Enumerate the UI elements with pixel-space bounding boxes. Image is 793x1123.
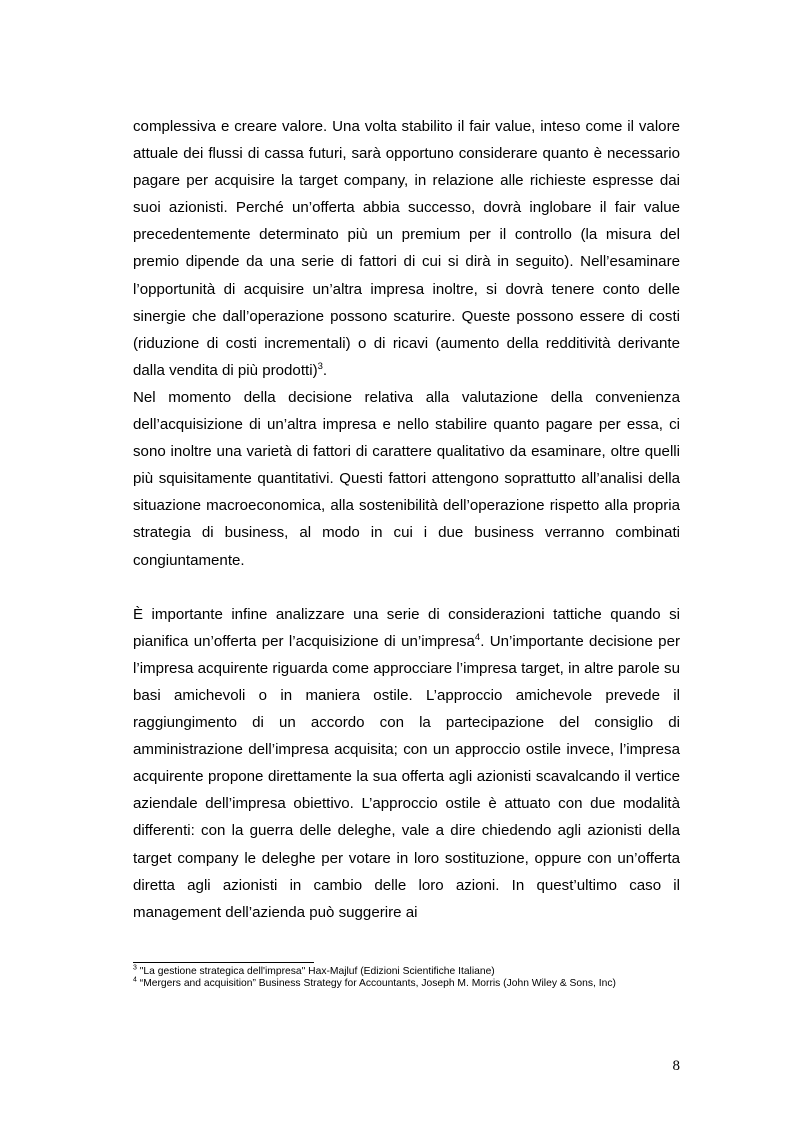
paragraph-2 (133, 384, 680, 574)
footnote-4 (133, 978, 680, 990)
paragraph-3-tail: . Un’importante decisione per l’impresa acquirente riguarda come approcciare l’impresa target, in altre parole su basi amichevoli o in maniera ostile. L’approccio amichevole prevede il raggiungimento di un accordo con la partecipazione del consiglio di amministrazione dell’impresa acquisita; con un approccio ostile invece, l’impresa acquirente propone direttamente la sua offerta agli azionisti scavalcando il vertice aziendale dell’impresa obiettivo. L’approccio ostile è attuato con due modalità differenti: con la guerra delle deleghe, vale a dire chiedendo agli azionisti della target company le deleghe per votare in loro sostituzione, oppure con un’offerta diretta agli azionisti in cambio delle loro azioni. In quest’ultimo caso il management dell’azienda può suggerire ai (133, 632, 680, 921)
footnote-ref-4: 4 (474, 631, 481, 643)
paragraph-2-text: Nel momento della decisione relativa alla valutazione della convenienza dell’acquisizione di un’altra impresa e nello stabilire quanto pagare per essa, ci sono inoltre una varietà di fattori di carattere qualitativo da esaminare, oltre quelli più squisitamente quantitativi. Questi fattori attengono soprattutto all’analisi della situazione macroeconomica, alla sostenibilità dell’operazione rispetto alla propria strategia di business, al modo in cui i due business verranno combinati congiuntamente. (133, 388, 680, 569)
paragraph-3-text: È importante infine analizzare una serie di considerazioni tattiche quando si pianifica un’offerta per l’acquisizione di un’impresa (133, 605, 680, 650)
footnote-3-text: "La gestione strategica dell'impresa" Hax-Majluf (Edizioni Scientifiche Italiane) (136, 966, 495, 977)
page-number: 8 (672, 1058, 680, 1074)
footnotes (133, 966, 680, 991)
body-text (133, 113, 680, 926)
paragraph-3 (133, 601, 680, 926)
footnote-mark-3: 3 (133, 964, 137, 972)
paragraph-1-tail: . (322, 361, 328, 379)
footnote-4-text: “Mergers and acquisition” Business Strategy for Accountants, Joseph M. Morris (John Wiley & Sons, Inc) (136, 978, 616, 990)
paragraph-1-text: complessiva e creare valore. Una volta stabilito il fair value, inteso come il valore attuale dei flussi di cassa futuri, sarà opportuno considerare quanto è necessario pagare per acquisire la target company, in relazione alle richieste espresse dai suoi azionisti. Perché un’offerta abbia successo, dovrà inglobare il fair value precedentemente determinato più un premium per il controllo (la misura del premio dipende da una serie di fattori di cui si dirà in seguito). Nell’esaminare l’opportunità di acquisire un’altra impresa inoltre, si dovrà tenere conto delle sinergie che dall’operazione possono scaturire. Queste possono essere di costi (riduzione di costi incrementali) o di ricavi (aumento della redditività derivante dalla vendita di più prodotti) (133, 118, 680, 379)
footnote-mark-4: 4 (133, 976, 137, 984)
footnote-3 (133, 966, 680, 978)
footnote-separator (133, 962, 314, 963)
paragraph-1 (133, 113, 680, 384)
footnote-ref-3: 3 (317, 360, 323, 372)
